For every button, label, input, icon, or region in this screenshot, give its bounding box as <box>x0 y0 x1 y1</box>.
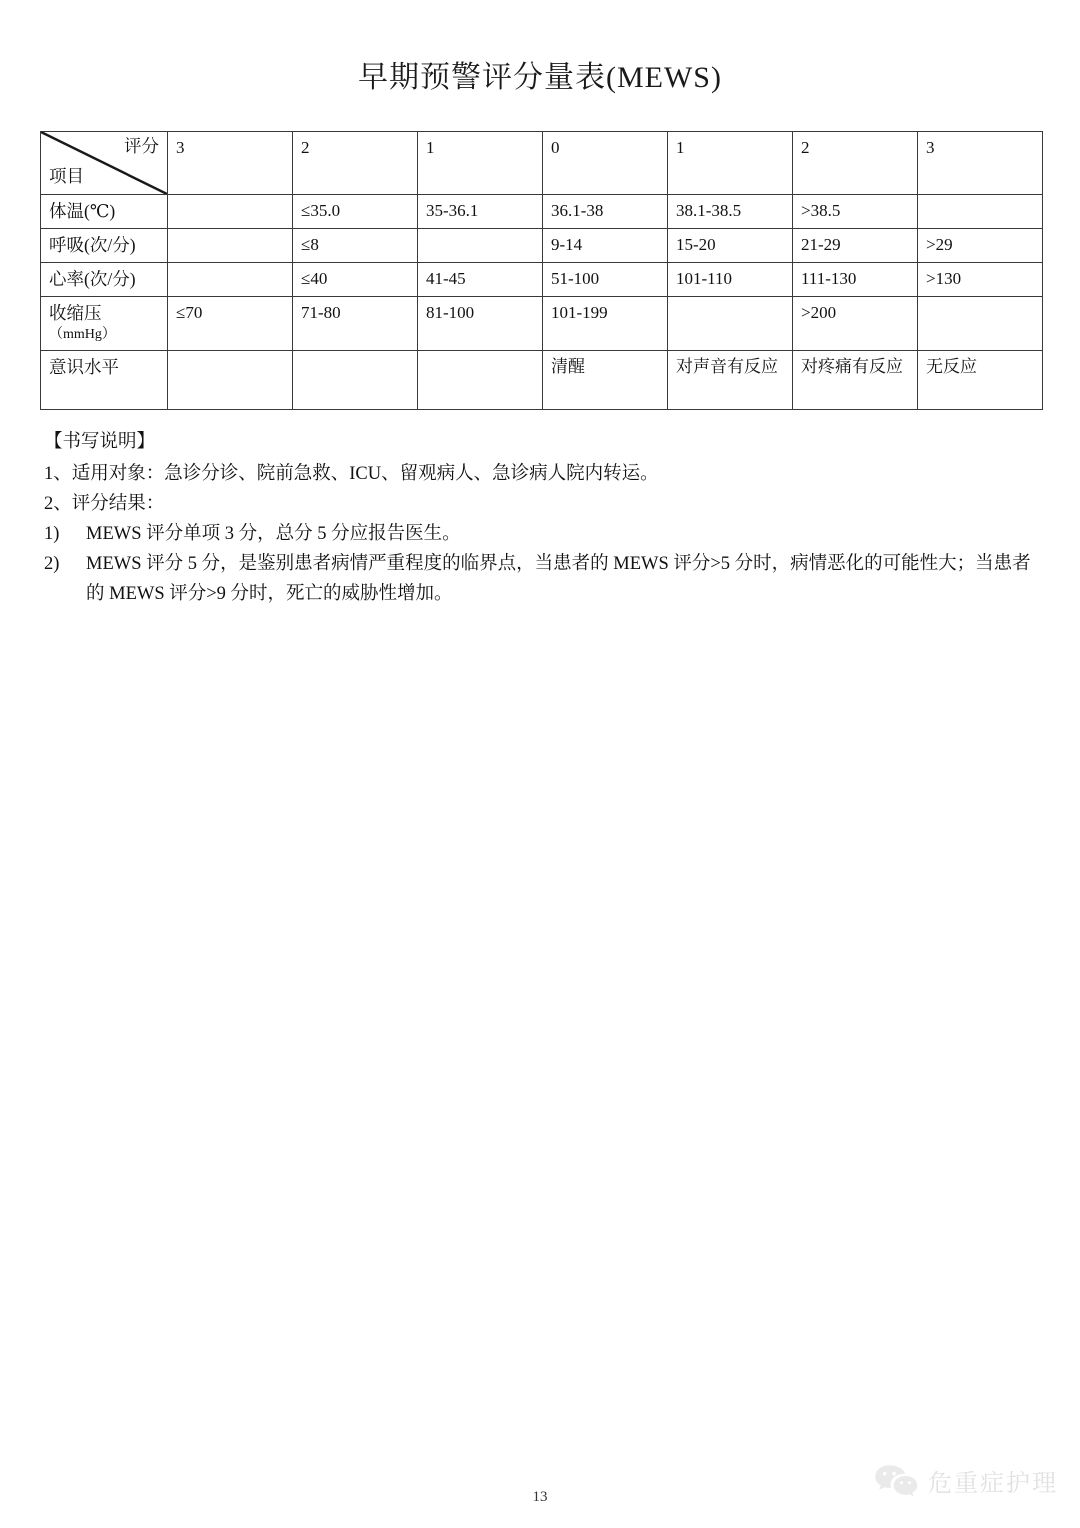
cell-heart-rate-5: 111-130 <box>793 262 918 296</box>
mews-score-table <box>40 131 1043 410</box>
cell-respiration-2 <box>418 228 543 262</box>
table-corner-cell <box>41 132 168 195</box>
row-label-systolic-bp-line1: 收缩压 <box>49 302 102 323</box>
cell-systolic-bp-6 <box>918 296 1043 350</box>
watermark <box>873 1462 1058 1498</box>
row-label-temperature: 体温(℃) <box>41 195 168 229</box>
notes-section <box>44 428 1034 610</box>
cell-temperature-2: 35-36.1 <box>418 195 543 229</box>
score-header-2b: 2 <box>793 132 918 195</box>
notes-line-applicable-objects: 1、适用对象：急诊分诊、院前急救、ICU、留观病人、急诊病人院内转运。 <box>44 463 659 484</box>
cell-consciousness-2 <box>418 350 543 409</box>
cell-consciousness-4: 对声音有反应 <box>668 350 793 409</box>
cell-respiration-0 <box>168 228 293 262</box>
row-label-heart-rate: 心率(次/分) <box>41 262 168 296</box>
cell-systolic-bp-3: 101-199 <box>543 296 668 350</box>
score-header-3b: 3 <box>918 132 1043 195</box>
cell-respiration-3: 9-14 <box>543 228 668 262</box>
page-number: 13 <box>532 1489 548 1505</box>
corner-item-label: 项目 <box>49 166 84 187</box>
cell-temperature-3: 36.1-38 <box>543 195 668 229</box>
notes-heading: 【书写说明】 <box>44 432 156 452</box>
table-row-systolic-bp <box>41 296 1043 350</box>
cell-heart-rate-0 <box>168 262 293 296</box>
page-title: 早期预警评分量表(MEWS) <box>358 61 722 94</box>
cell-consciousness-5: 对疼痛有反应 <box>793 350 918 409</box>
score-header-1b: 1 <box>668 132 793 195</box>
notes-item-1-marker: 1) <box>44 523 60 544</box>
cell-systolic-bp-2: 81-100 <box>418 296 543 350</box>
cell-respiration-1: ≤8 <box>293 228 418 262</box>
watermark-text: 危重症护理 <box>928 1468 1058 1497</box>
cell-temperature-5: >38.5 <box>793 195 918 229</box>
table-row-respiration <box>41 228 1043 262</box>
notes-item-2-marker: 2) <box>44 553 60 574</box>
row-label-systolic-bp <box>41 296 168 350</box>
cell-heart-rate-6: >130 <box>918 262 1043 296</box>
cell-heart-rate-3: 51-100 <box>543 262 668 296</box>
cell-consciousness-1 <box>293 350 418 409</box>
cell-heart-rate-1: ≤40 <box>293 262 418 296</box>
score-header-2a: 2 <box>293 132 418 195</box>
cell-systolic-bp-4 <box>668 296 793 350</box>
score-header-0: 0 <box>543 132 668 195</box>
cell-consciousness-0 <box>168 350 293 409</box>
score-header-3a: 3 <box>168 132 293 195</box>
table-row-heart-rate <box>41 262 1043 296</box>
cell-systolic-bp-5: >200 <box>793 296 918 350</box>
cell-respiration-6: >29 <box>918 228 1043 262</box>
wechat-logo-svg <box>873 1462 919 1498</box>
notes-item-1 <box>44 520 1034 550</box>
cell-consciousness-3: 清醒 <box>543 350 668 409</box>
notes-line-score-results: 2、评分结果： <box>44 493 165 514</box>
row-label-consciousness: 意识水平 <box>41 350 168 409</box>
table-row-temperature <box>41 195 1043 229</box>
cell-heart-rate-2: 41-45 <box>418 262 543 296</box>
row-label-systolic-bp-line2: （mmHg） <box>49 327 116 343</box>
corner-score-label: 评分 <box>124 136 159 156</box>
notes-item-1-text: MEWS 评分单项 3 分，总分 5 分应报告医生。 <box>86 523 461 544</box>
wechat-logo-icon <box>873 1462 919 1498</box>
cell-temperature-4: 38.1-38.5 <box>668 195 793 229</box>
cell-heart-rate-4: 101-110 <box>668 262 793 296</box>
table-row-consciousness <box>41 350 1043 409</box>
notes-item-2 <box>44 550 1034 610</box>
cell-temperature-6 <box>918 195 1043 229</box>
row-label-respiration: 呼吸(次/分) <box>41 228 168 262</box>
cell-consciousness-6: 无反应 <box>918 350 1043 409</box>
cell-respiration-5: 21-29 <box>793 228 918 262</box>
cell-systolic-bp-1: 71-80 <box>293 296 418 350</box>
cell-temperature-1: ≤35.0 <box>293 195 418 229</box>
notes-item-2-text: MEWS 评分 5 分，是鉴别患者病情严重程度的临界点，当患者的 MEWS 评分>5 分时，病情恶化的可能性大；当患者的 MEWS 评分>9 分时，死亡的威胁性增加。 <box>86 553 1031 604</box>
cell-systolic-bp-0: ≤70 <box>168 296 293 350</box>
cell-respiration-4: 15-20 <box>668 228 793 262</box>
cell-temperature-0 <box>168 195 293 229</box>
table-header-row <box>41 132 1043 195</box>
score-header-1a: 1 <box>418 132 543 195</box>
